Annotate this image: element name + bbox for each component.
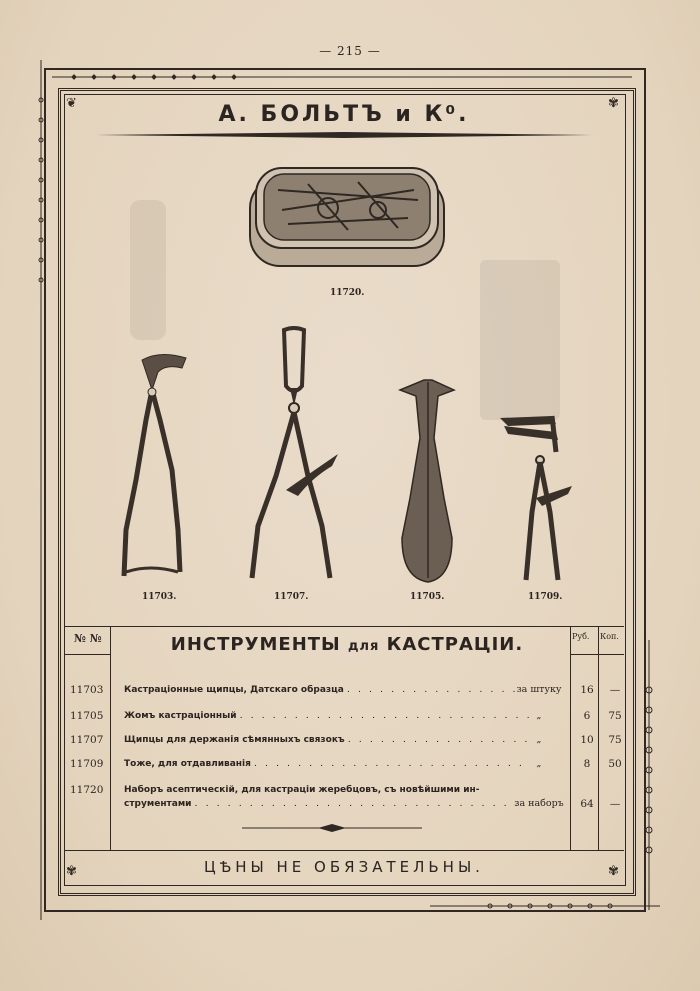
item-number: 11705 — [70, 710, 104, 722]
item-name — [124, 798, 521, 809]
item-price-rub: 6 — [583, 710, 591, 722]
crushing-forceps-icon — [496, 412, 576, 584]
price-table — [64, 626, 624, 850]
cord-forceps-icon — [246, 326, 342, 584]
show-through-shape — [130, 200, 166, 340]
figure-caption: 11709. — [528, 592, 563, 602]
item-price-rub: 10 — [580, 734, 594, 746]
item-price-kop: 75 — [608, 710, 622, 722]
item-unit: за наборъ — [514, 798, 564, 809]
corner-flourish-icon: ❦ — [66, 96, 77, 111]
corner-flourish-icon: ✾ — [66, 864, 77, 879]
footer-rule — [64, 850, 624, 851]
table-end-ornament — [242, 824, 422, 832]
item-price-kop: — — [609, 684, 621, 696]
item-name-text: Щипцы для держанія сѣмянныхъ связокъ — [124, 735, 345, 745]
table-title — [112, 634, 582, 655]
item-name-text: Тоже, для отдавливанія — [124, 759, 251, 769]
clamp-icon — [398, 378, 456, 584]
item-price-rub: 16 — [580, 684, 594, 696]
figure-caption: 11720. — [330, 288, 365, 298]
company-title: А. БОЛЬТЪ и К⁰. — [218, 102, 470, 127]
item-price-kop: 50 — [608, 758, 622, 770]
figure-caption: 11705. — [410, 592, 445, 602]
leader-dots: . . . . . . . . . . . . . . . . . . . . . . . . . — [253, 758, 525, 769]
item-name — [124, 784, 504, 795]
item-name — [124, 684, 519, 695]
table-title-main: ИНСТРУМЕНТЫ — [170, 634, 341, 655]
rub-column-header: Руб. — [572, 632, 590, 641]
item-unit: „ — [536, 758, 542, 769]
instrument-case-icon — [248, 160, 446, 272]
figure-caption: 11707. — [274, 592, 309, 602]
item-unit: „ — [536, 734, 542, 745]
item-number: 11707 — [70, 734, 104, 746]
corner-flourish-icon: ✾ — [608, 864, 619, 879]
corner-flourish-icon: ✾ — [608, 96, 619, 111]
nn-header-rule — [64, 654, 110, 655]
item-unit: „ — [536, 710, 542, 721]
item-name-text: Жомъ кастраціонный — [124, 711, 237, 721]
title-rule — [96, 132, 592, 138]
item-price-kop: — — [609, 798, 621, 810]
table-top-rule — [64, 626, 624, 627]
item-name-text: Кастраціонные щипцы, Датскаго образца — [124, 685, 344, 695]
nn-column-header: № № — [74, 632, 102, 645]
item-name-text: струментами — [124, 799, 192, 809]
show-through-shape — [480, 260, 560, 420]
figure-caption: 11703. — [142, 592, 177, 602]
kop-column-header: Коп. — [600, 632, 619, 641]
leader-dots: . . . . . . . . . . . . . . . . . . . . . . . . . . . — [239, 710, 533, 721]
item-price-rub: 64 — [580, 798, 594, 810]
item-name — [124, 710, 533, 721]
table-title-small: для — [347, 639, 380, 654]
page-number: — 215 — — [319, 44, 381, 58]
item-name — [124, 758, 525, 769]
item-unit: за штуку — [516, 684, 562, 695]
leader-dots: . . . . . . . . . . . . . . . . . — [347, 734, 530, 745]
item-number: 11720 — [70, 784, 104, 796]
leader-dots: . . . . . . . . . . . . . . . . . . . . . . . . . . . . . . — [194, 798, 521, 809]
footer-notice: ЦѢНЫ НЕ ОБЯЗАТЕЛЬНЫ. — [204, 858, 484, 876]
castration-forceps-icon — [116, 350, 192, 586]
item-name — [124, 734, 530, 745]
leader-dots: . . . . . . . . . . . . . . . . — [346, 684, 519, 695]
item-name-text: Наборъ асептическій, для кастраціи жеребцовъ, съ новѣйшими ин- — [124, 785, 480, 795]
item-price-rub: 8 — [583, 758, 591, 770]
item-number: 11703 — [70, 684, 104, 696]
item-price-kop: 75 — [608, 734, 622, 746]
table-title-end: КАСТРАЦІИ. — [386, 634, 524, 655]
item-number: 11709 — [70, 758, 104, 770]
